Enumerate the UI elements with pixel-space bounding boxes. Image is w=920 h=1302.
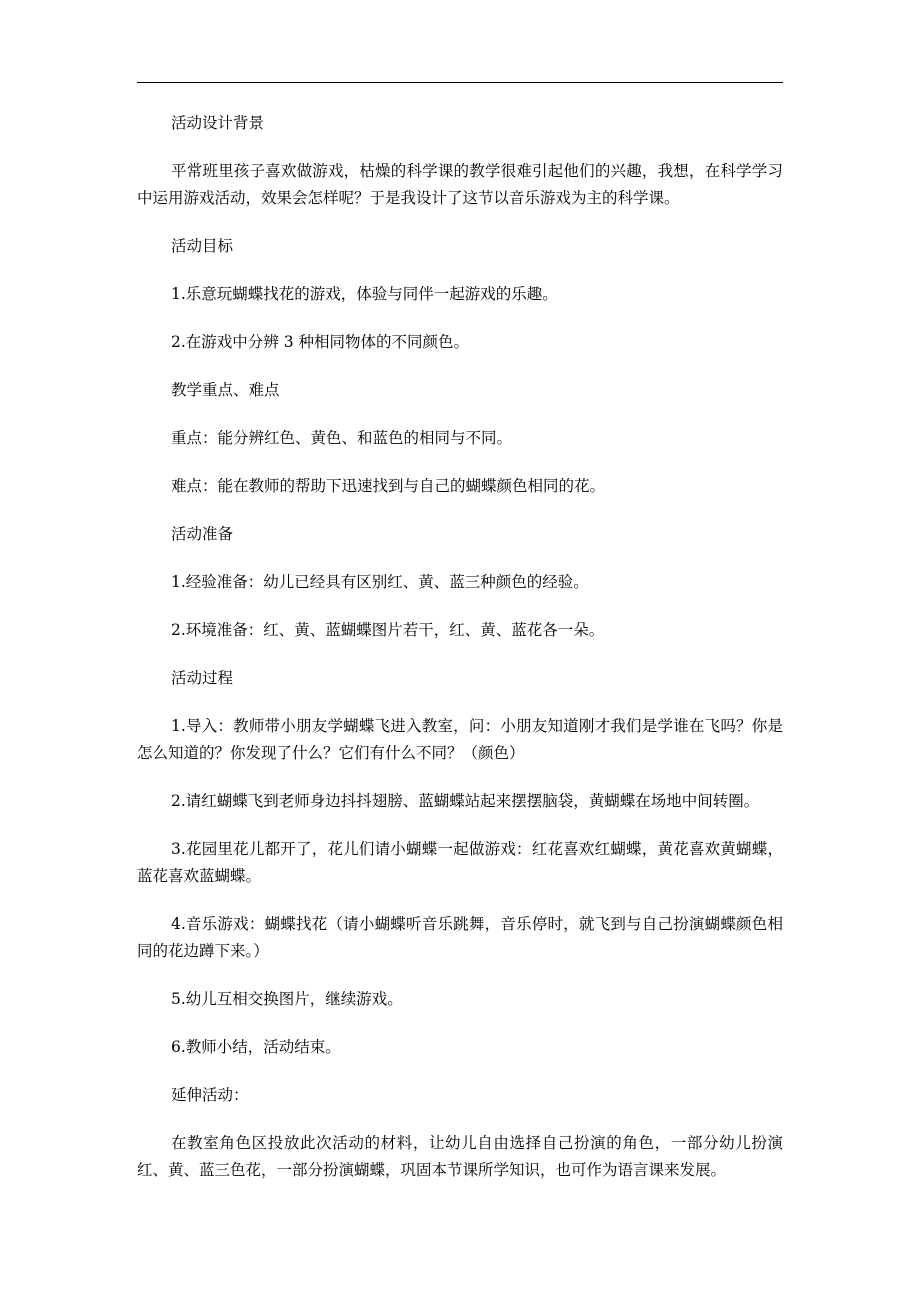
- paragraph-background: 平常班里孩子喜欢做游戏，枯燥的科学课的教学很难引起他们的兴趣，我想，在科学学习中运用游戏活动，效果会怎样呢？于是我设计了这节以音乐游戏为主的科学课。: [137, 162, 783, 207]
- process-step: 2.请红蝴蝶飞到老师身边抖抖翅膀、蓝蝴蝶站起来摆摆脑袋，黄蝴蝶在场地中间转圈。: [171, 792, 760, 810]
- header-rule: [137, 82, 783, 83]
- process-step: 5.幼儿互相交换图片，继续游戏。: [171, 990, 403, 1008]
- key-point-item: 重点：能分辨红色、黄色、和蓝色的相同与不同。: [171, 429, 513, 447]
- heading-objectives: 活动目标: [171, 237, 234, 255]
- process-step: 4.音乐游戏：蝴蝶找花（请小蝴蝶听音乐跳舞，音乐停时，就飞到与自己扮演蝴蝶颜色相同的花边蹲下来。）: [137, 915, 783, 960]
- paragraph-extension: 在教室角色区投放此次活动的材料，让幼儿自由选择自己扮演的角色，一部分幼儿扮演红、黄、蓝三色花，一部分扮演蝴蝶，巩固本节课所学知识，也可作为语言课来发展。: [137, 1134, 783, 1179]
- objective-item: 2.在游戏中分辨 3 种相同物体的不同颜色。: [171, 333, 470, 351]
- heading-preparation: 活动准备: [171, 525, 234, 543]
- heading-key-points: 教学重点、难点: [171, 381, 280, 399]
- preparation-item: 1.经验准备：幼儿已经具有区别红、黄、蓝三种颜色的经验。: [171, 573, 589, 591]
- process-step: 1.导入：教师带小朋友学蝴蝶飞进入教室，问：小朋友知道刚才我们是学谁在飞吗？你是怎么知道的？你发现了什么？它们有什么不同？（颜色）: [137, 717, 783, 762]
- preparation-item: 2.环境准备：红、黄、蓝蝴蝶图片若干，红、黄、蓝花各一朵。: [171, 621, 605, 639]
- heading-extension: 延伸活动：: [171, 1086, 249, 1104]
- objective-item: 1.乐意玩蝴蝶找花的游戏，体验与同伴一起游戏的乐趣。: [171, 285, 558, 303]
- heading-background: 活动设计背景: [171, 114, 265, 132]
- process-step: 3.花园里花儿都开了，花儿们请小蝴蝶一起做游戏：红花喜欢红蝴蝶，黄花喜欢黄蝴蝶，蓝花喜欢蓝蝴蝶。: [137, 840, 783, 885]
- difficult-point-item: 难点：能在教师的帮助下迅速找到与自己的蝴蝶颜色相同的花。: [171, 477, 606, 495]
- process-step: 6.教师小结，活动结束。: [171, 1038, 341, 1056]
- heading-process: 活动过程: [171, 669, 234, 687]
- document-body: [137, 110, 783, 1205]
